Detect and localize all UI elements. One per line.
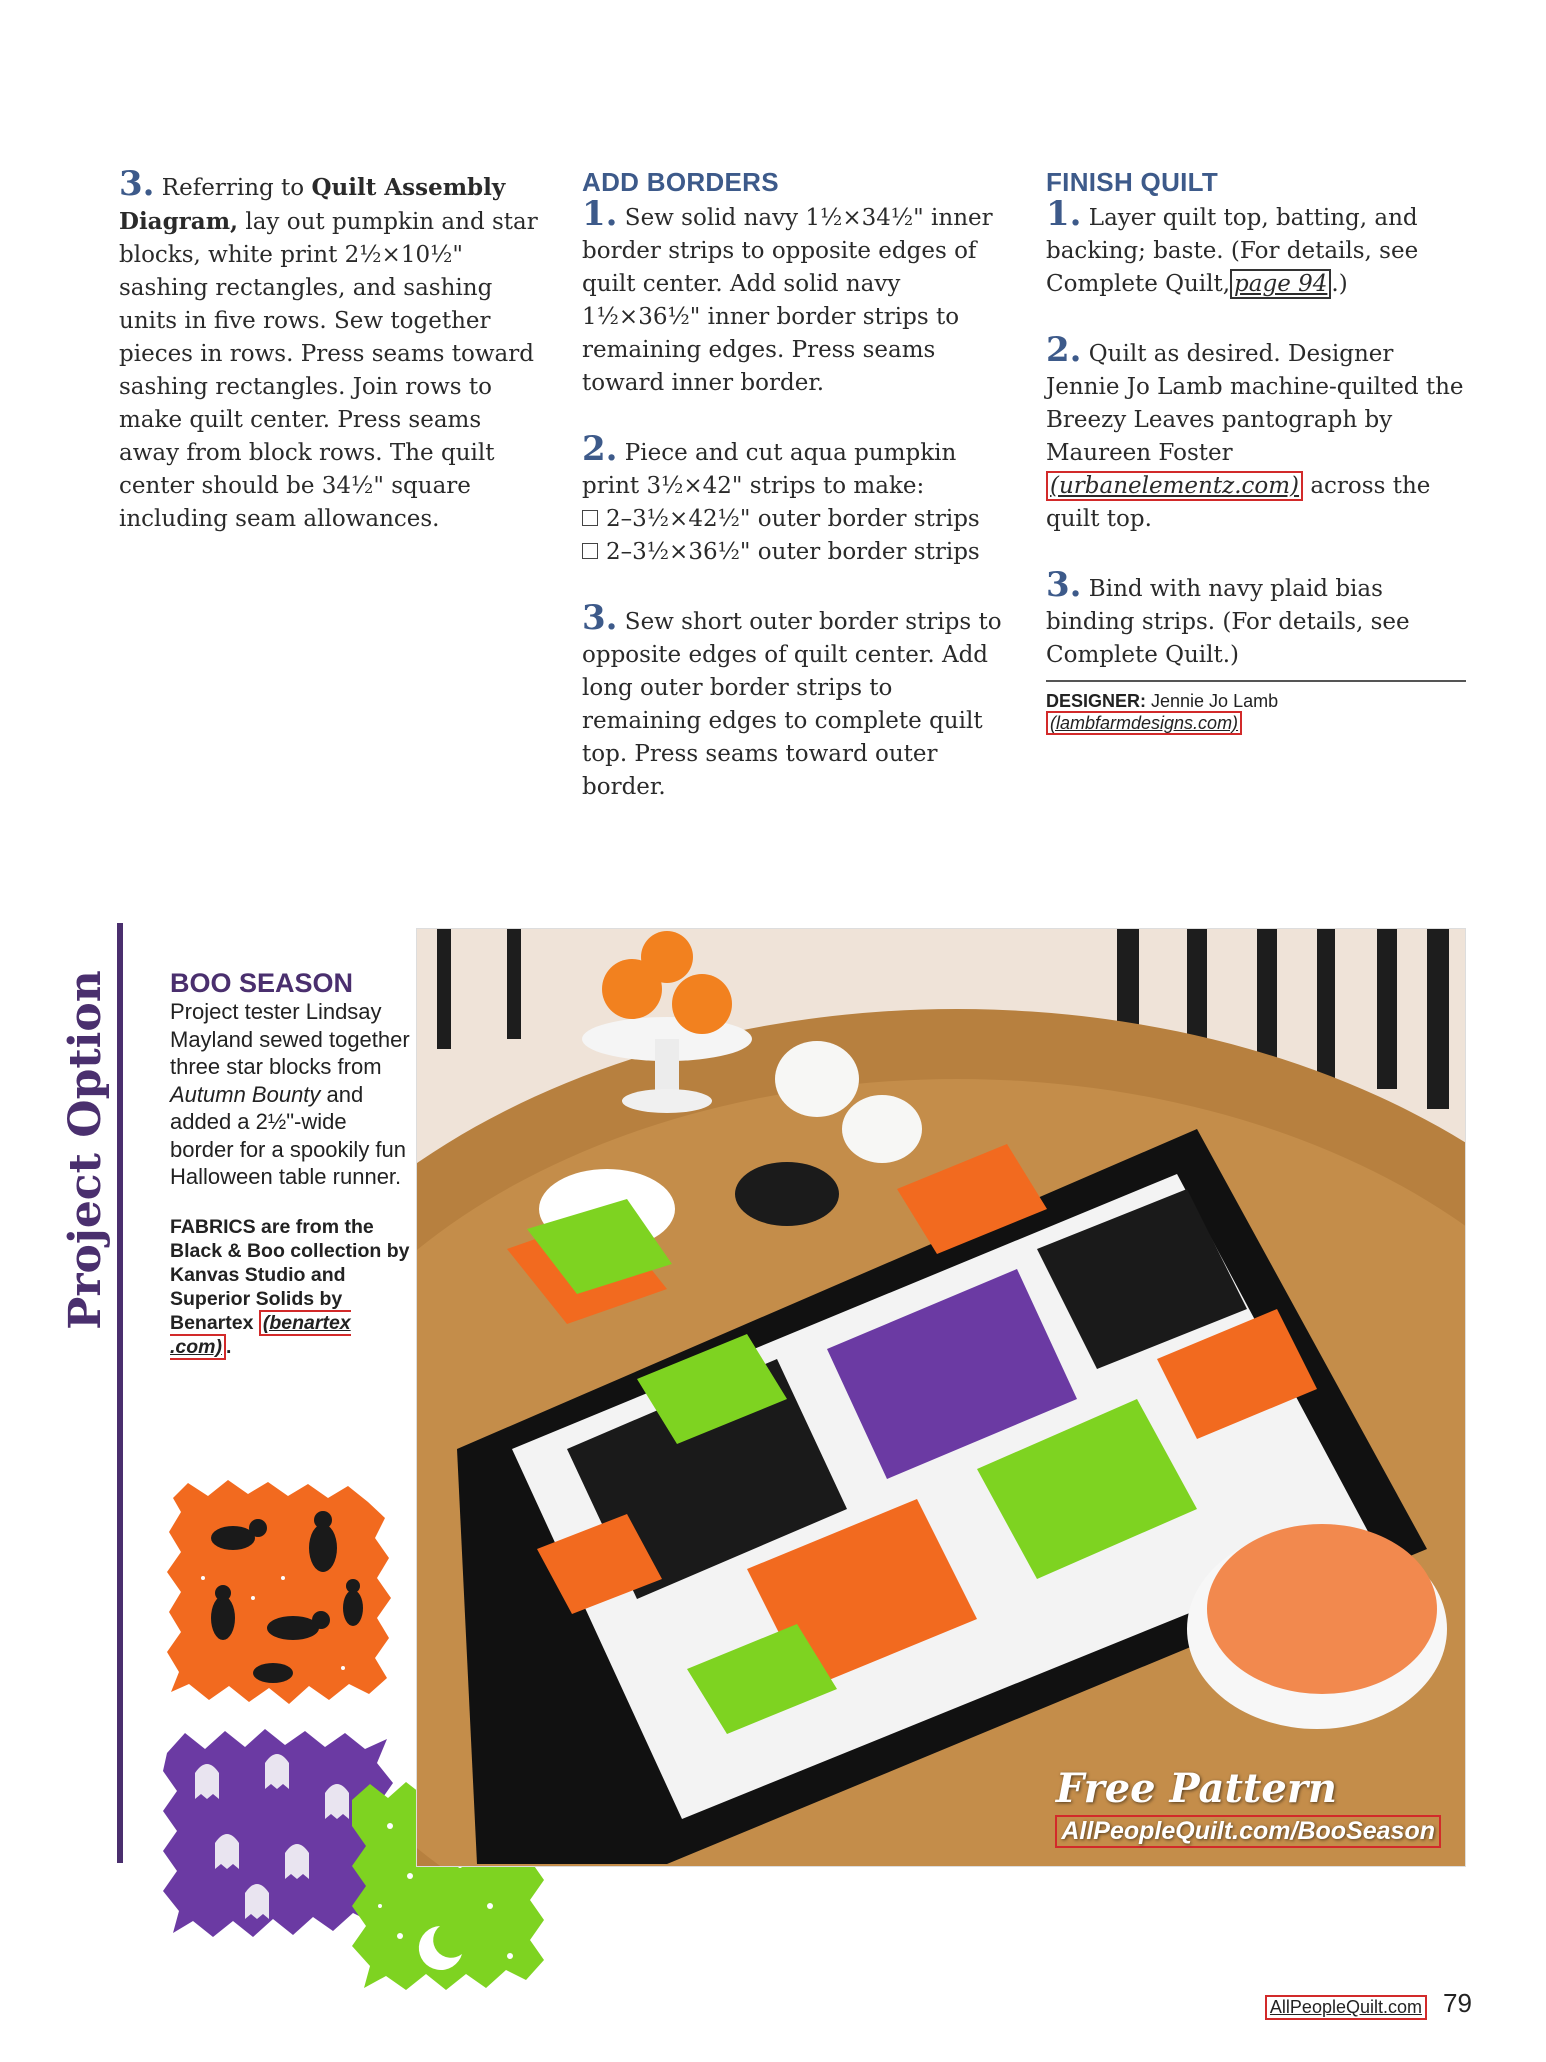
step-number: 3. [119,164,155,204]
column-add-borders [582,168,1012,837]
fabrics-credit [170,1215,410,1359]
project-option-text [170,968,410,1359]
step-number: 3. [582,598,618,638]
designer-label: DESIGNER: [1046,691,1147,711]
step-text: Sew solid navy 1½×34½" inner border strips to opposite edges of quilt center. Add solid navy 1½×36½" inner border strips to remaining edges. Press seams toward inner border. [582,205,993,396]
step-text: Piece and cut aqua pumpkin print 3½×42" strips to make: [582,440,957,499]
step-text: Sew short outer border strips to opposite edges of quilt center. Add long outer border strips to remaining edges to complete quilt top. Press seams toward outer border. [582,609,1002,800]
body-text: and added a 2½"-wide border for a spookily fun Halloween table runner. [170,1081,407,1189]
section-heading-finish-quilt: FINISH QUILT [1046,167,1219,197]
project-option-title: BOO SEASON [170,968,354,998]
finish-step-1 [1046,194,1466,301]
free-pattern-title: Free Pattern [1055,1765,1337,1812]
body-text: Project tester Lindsay Mayland sewed together three star blocks from [170,999,410,1079]
fabrics-text: . [226,1335,232,1358]
lambfarmdesigns-link[interactable]: (lambfarmdesigns.com) [1046,711,1242,735]
urbanelementz-link[interactable]: (urbanelementz.com) [1046,471,1303,501]
step-number: 2. [582,429,618,469]
borders-step-3 [582,598,1012,804]
table-scene-illustration [417,929,1465,1866]
designer-name: Jennie Jo Lamb [1146,691,1279,711]
checkbox-icon [582,510,598,526]
step-text: Bind with navy plaid bias binding strips. (For details, see Complete Quilt.) [1046,576,1410,668]
step-number: 3. [1046,565,1082,605]
step-number: 2. [1046,330,1082,370]
assembly-step-3 [119,164,539,536]
step-text: .) [1331,271,1348,297]
free-pattern-link[interactable]: AllPeopleQuilt.com/BooSeason [1055,1815,1441,1848]
page-94-link[interactable]: page 94 [1230,269,1331,299]
fabric-line-name: Autumn Bounty [170,1081,321,1107]
finish-step-2 [1046,330,1466,536]
project-option-body [170,998,410,1191]
designer-credit [1046,690,1466,734]
step-text: Referring to [154,175,312,201]
column-assembly [119,164,539,569]
finish-step-3 [1046,565,1466,672]
orange-cat-fabric-swatch [163,1478,395,1714]
step-number: 1. [582,194,618,234]
list-item-text: 2–3½×42½" outer border strips [606,506,980,532]
borders-step-2 [582,429,1012,569]
list-item [582,536,1012,569]
diagram-reference: Quilt Assembly Diagram, [119,174,506,235]
borders-step-1 [582,194,1012,400]
fabrics-text: are from the Black & Boo collection by Kanvas Studio and Superior Solids by Benartex [170,1215,410,1334]
divider [1046,680,1466,682]
project-option-bar [117,923,123,1863]
list-item [582,503,1012,536]
benartex-link[interactable]: (benartex .com) [170,1311,351,1358]
checkbox-icon [582,543,598,559]
section-heading-add-borders: ADD BORDERS [582,167,779,197]
step-text: Quilt as desired. Designer Jennie Jo Lamb machine-quilted the Breezy Leaves pantograph by Maureen Foster [1046,341,1464,466]
step-text: across the quilt top. [1046,473,1431,532]
list-item-text: 2–3½×36½" outer border strips [606,539,980,565]
footer-site-link[interactable]: AllPeopleQuilt.com [1265,1995,1427,2020]
step-text: Layer quilt top, batting, and backing; baste. (For details, see Complete Quilt, [1046,205,1419,297]
fabrics-label: FABRICS [170,1215,256,1238]
page-number: 79 [1443,1988,1472,2018]
step-number: 1. [1046,194,1082,234]
column-finish-quilt [1046,168,1466,734]
table-runner-photo [416,928,1466,1867]
project-option-label: Project Option [60,970,111,1330]
step-text: lay out pumpkin and star blocks, white print 2½×10½" sashing rectangles, and sashing units in five rows. Sew together pieces in rows. Press seams toward sashing rectangles. Join rows to make quilt center. Press seams away from block rows. The quilt center should be 34½" square including seam allowances. [119,209,538,532]
